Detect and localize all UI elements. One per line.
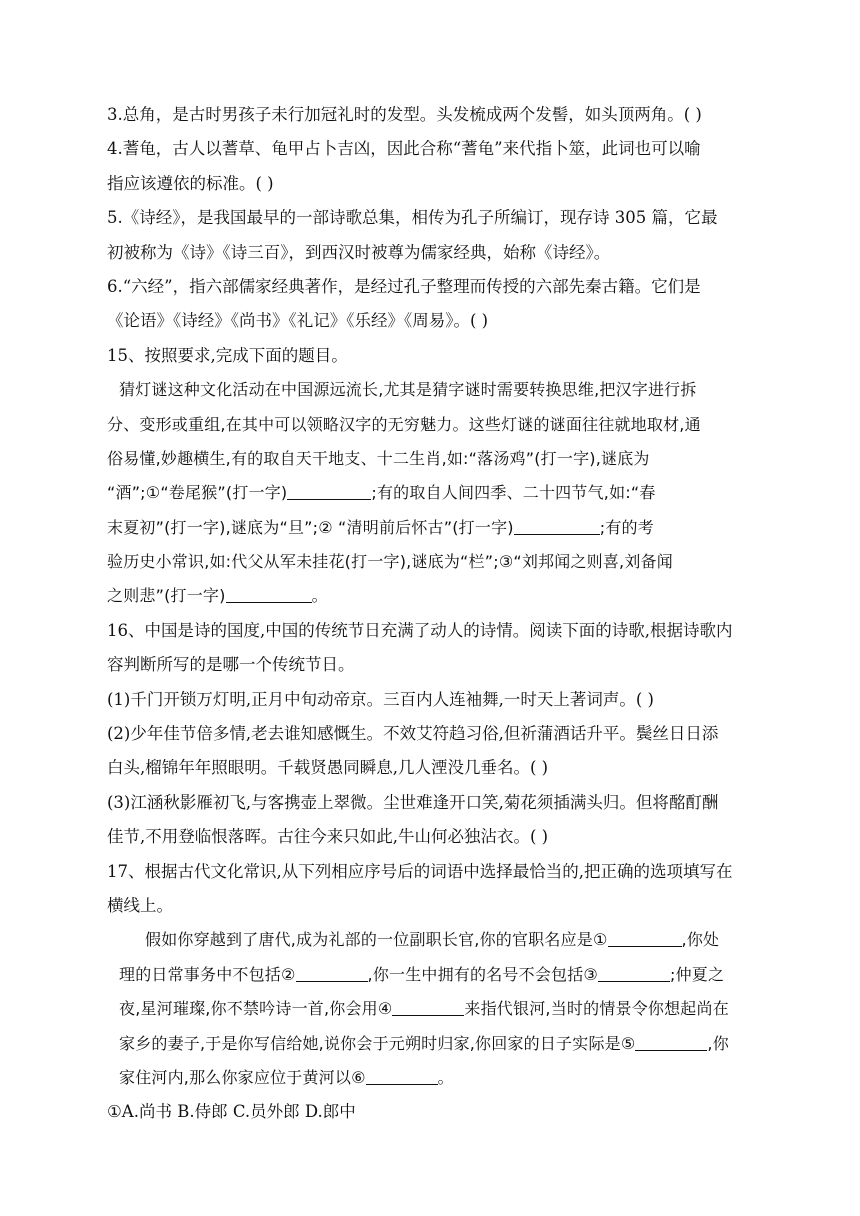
- q15-line-7-text-b: 。: [311, 586, 328, 606]
- q16-poem-1: (1)千门开锁万灯明,正月中旬动帝京。三百内人连袖舞,一时天上著词声。( ): [107, 689, 654, 709]
- q17-line-2-text-c: ;仲夏之: [669, 964, 725, 984]
- q17-line-1-text-a: 假如你穿越到了唐代,成为礼部的一位副职长官,你的官职名应是①: [145, 930, 608, 950]
- question-6-line-2: 《论语》《诗经》《尚书》《礼记》《乐经》《周易》。( ): [107, 311, 489, 331]
- q15-passage-line-6: 验历史小常识,如:代父从军未挂花(打一字),谜底为“栏”;③“刘邦闻之则喜,刘备闻: [107, 552, 673, 572]
- q17-line-1-text-b: ,你处: [681, 930, 720, 950]
- question-6-line-1: 6.“六经”，指六部儒家经典著作，是经过孔子整理而传授的六部先秦古籍。它们是: [107, 276, 701, 296]
- q16-poem-2-line-2: 白头,榴锦年年照眼明。千载贤愚同瞬息,几人湮没几垂名。( ): [107, 758, 549, 778]
- q15-line-7-text-a: 之则悲”(打一字): [107, 586, 226, 606]
- q15-line-4-text-b: ;有的取自人间四季、二十四节气,如:“春: [371, 483, 656, 503]
- question-16-title-line-1: 16、中国是诗的国度,中国的传统节日充满了动人的诗情。阅读下面的诗歌,根据诗歌内: [107, 620, 733, 640]
- question-17-title-line-1: 17、根据古代文化常识,从下列相应序号后的词语中选择最恰当的,把正确的选项填写在: [107, 861, 733, 881]
- q17-passage-line-3: [107, 992, 757, 1026]
- q17-line-2-text-a: 理的日常事务中不包括②: [119, 964, 296, 984]
- answer-blank-2[interactable]: [514, 518, 600, 535]
- q17-line-5-text-a: 家住河内,那么你家应位于黄河以⑥: [119, 1067, 366, 1087]
- q17-passage-line-1: [107, 923, 757, 957]
- question-15-title: 15、按照要求,完成下面的题目。: [107, 345, 348, 365]
- q15-line-5-text-a: 末夏初”(打一字),谜底为“旦”;② “清明前后怀古”(打一字): [107, 517, 514, 537]
- answer-blank-q17-3[interactable]: [598, 965, 670, 982]
- answer-blank-q17-1[interactable]: [608, 930, 682, 947]
- q15-passage-line-1: 猜灯谜这种文化活动在中国源远流长,尤其是猜字谜时需要转换思维,把汉字进行拆: [119, 380, 697, 400]
- question-5-line-1: 5.《诗经》，是我国最早的一部诗歌总集，相传为孔子所编订，现存诗 305 篇，它最: [107, 208, 718, 228]
- answer-blank-q17-2[interactable]: [296, 965, 368, 982]
- question-3: 3.总角，是古时男孩子未行加冠礼时的发型。头发梳成两个发髻，如头顶两角。( ): [107, 105, 702, 124]
- question-17-title-line-2: 横线上。: [107, 895, 173, 915]
- q17-line-5-text-b: 。: [437, 1067, 454, 1087]
- question-4-line-2: 指应该遵依的标准。( ): [107, 173, 274, 193]
- q15-passage-line-2: 分、变形或重组,在其中可以领略汉字的无穷魅力。这些灯谜的谜面往往就地取材,通: [107, 414, 701, 434]
- q15-passage-line-3: 俗易懂,妙趣横生,有的取自天干地支、十二生肖,如:“落汤鸡”(打一字),谜底为: [107, 448, 650, 468]
- q17-passage-line-5: [107, 1061, 757, 1095]
- q17-line-4-text-b: ,你: [707, 1033, 729, 1053]
- answer-blank-1[interactable]: [287, 483, 371, 500]
- q15-passage-line-7: [107, 579, 757, 613]
- q15-line-4-text-a: “酒”;①“卷尾猴”(打一字): [107, 483, 288, 503]
- document-body: [107, 98, 757, 1130]
- q16-poem-2-line-1: (2)少年佳节倍多情,老去谁知感慨生。不效艾符趋习俗,但祈蒲酒话升平。鬓丝日日添: [107, 724, 719, 744]
- q16-poem-3-line-1: (3)江涵秋影雁初飞,与客携壶上翠微。尘世难逢开口笑,菊花须插满头归。但将酩酊酬: [107, 792, 719, 812]
- q17-line-4-text-a: 家乡的妻子,于是你写信给她,说你会于元朔时归家,你回家的日子实际是⑤: [119, 1033, 636, 1053]
- q17-line-3-text-a: 夜,星河璀璨,你不禁吟诗一首,你会用④: [119, 999, 393, 1019]
- question-16-title-line-2: 容判断所写的是哪一个传统节日。: [107, 655, 355, 675]
- q15-passage-line-4: [107, 476, 757, 510]
- q17-line-3-text-b: 来指代银河,当时的情景令你想起尚在: [464, 999, 729, 1019]
- question-5-line-2: 初被称为《诗》《诗三百》，到西汉时被尊为儒家经典，始称《诗经》。: [107, 242, 611, 262]
- q16-poem-3-line-2: 佳节,不用登临恨落晖。古往今来只如此,牛山何必独沾衣。( ): [107, 827, 549, 847]
- q17-passage-line-2: [107, 958, 757, 992]
- answer-blank-q17-4[interactable]: [392, 999, 464, 1016]
- question-4-line-1: 4.蓍龟，古人以蓍草、龟甲占卜吉凶，因此合称“蓍龟”来代指卜筮，此词也可以喻: [107, 139, 701, 159]
- answer-blank-q17-6[interactable]: [366, 1068, 438, 1085]
- answer-blank-q17-5[interactable]: [635, 1034, 707, 1051]
- q17-passage-line-4: [107, 1027, 757, 1061]
- q15-line-5-text-b: ;有的考: [599, 517, 654, 537]
- q15-passage-line-5: [107, 511, 757, 545]
- q17-options-1: ①A.尚书 B.侍郎 C.员外郎 D.郎中: [107, 1102, 356, 1122]
- answer-blank-3[interactable]: [226, 586, 312, 603]
- q17-line-2-text-b: ,你一生中拥有的名号不会包括③: [367, 964, 598, 984]
